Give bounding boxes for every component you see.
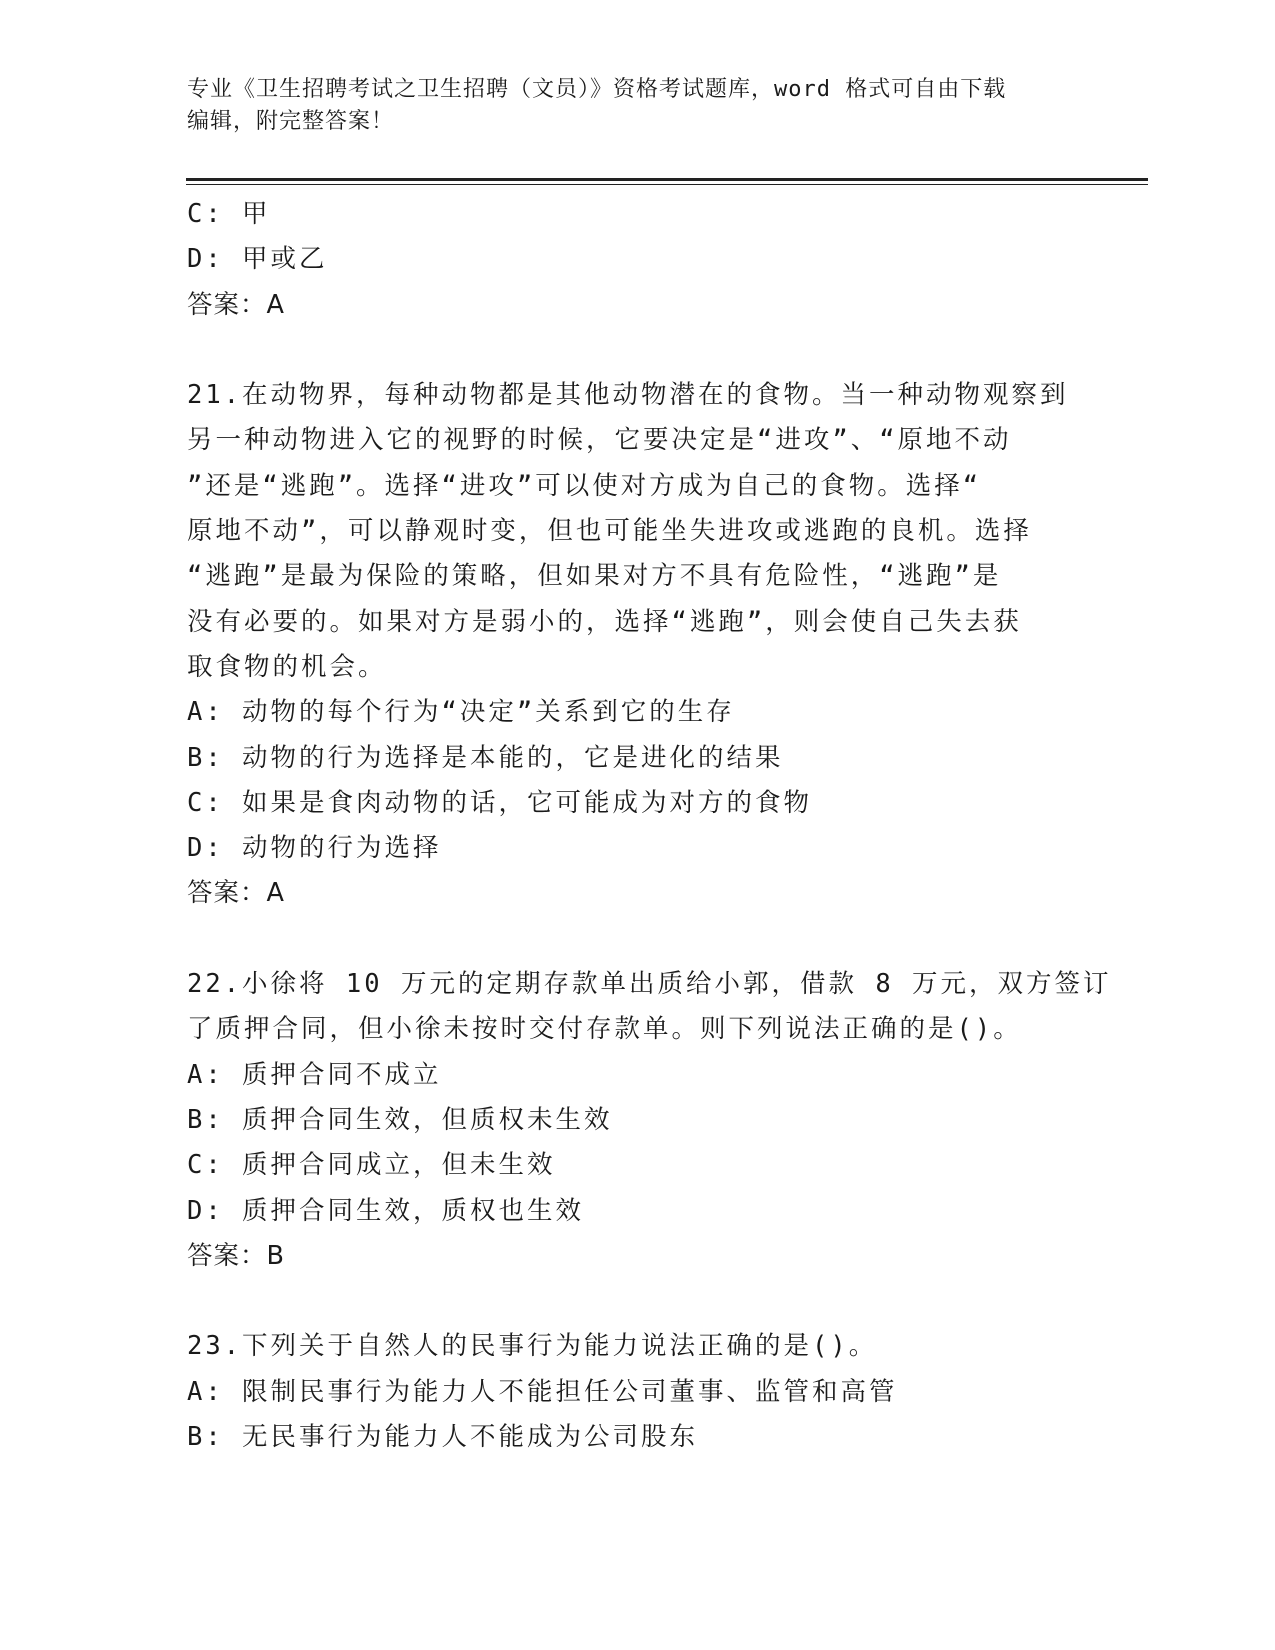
q22-option-b: B: 质押合同生效，但质权未生效 <box>187 1104 613 1135</box>
document-body <box>187 192 1112 1460</box>
header-divider-thick <box>186 178 1148 181</box>
spacer <box>187 917 1107 962</box>
q23-option-b: B: 无民事行为能力人不能成为公司股东 <box>187 1422 699 1453</box>
q22-answer: 答案：B <box>187 1240 285 1271</box>
q21-stem-line: ”还是“逃跑”。选择“进攻”可以使对方成为自己的食物。选择“ <box>187 470 982 501</box>
q21-option-c: C: 如果是食肉动物的话，它可能成为对方的食物 <box>187 787 813 818</box>
question-22 <box>187 962 1112 1279</box>
q21-stem-line: 21.在动物界，每种动物都是其他动物潜在的食物。当一种动物观察到 <box>187 380 1069 411</box>
q21-stem-line: 没有必要的。如果对方是弱小的，选择“逃跑”，则会使自己失去获 <box>187 606 1022 637</box>
q23-stem-line: 23.下列关于自然人的民事行为能力说法正确的是()。 <box>187 1331 878 1362</box>
q21-stem-line: “逃跑”是最为保险的策略，但如果对方不具有危险性，“逃跑”是 <box>187 561 1002 592</box>
q20-option-c: C: 甲 <box>187 199 271 229</box>
q21-answer: 答案：A <box>187 878 285 909</box>
q21-option-a: A: 动物的每个行为“决定”关系到它的生存 <box>187 697 735 728</box>
question-20-tail <box>187 192 1107 328</box>
q20-answer: 答案：A <box>187 289 285 320</box>
q22-option-c: C: 质押合同成立，但未生效 <box>187 1150 556 1181</box>
q21-stem-line: 原地不动”，可以静观时变，但也可能坐失进攻或逃跑的良机。选择 <box>187 516 1032 547</box>
q22-option-d: D: 质押合同生效，质权也生效 <box>187 1195 585 1226</box>
document-header <box>187 74 1087 138</box>
question-23 <box>187 1324 1107 1460</box>
q21-stem-line: 另一种动物进入它的视野的时候，它要决定是“进攻”、“原地不动 <box>187 425 1012 456</box>
spacer <box>187 1279 1107 1324</box>
spacer <box>187 328 1107 373</box>
q21-option-b: B: 动物的行为选择是本能的，它是进化的结果 <box>187 742 784 773</box>
q21-option-d: D: 动物的行为选择 <box>187 833 442 864</box>
question-21 <box>187 373 1107 917</box>
q22-stem-line: 22.小徐将 10 万元的定期存款单出质给小郭，借款 8 万元，双方签订 <box>187 969 1112 1000</box>
q23-option-a: A: 限制民事行为能力人不能担任公司董事、监管和高管 <box>187 1376 898 1407</box>
q21-stem-line: 取食物的机会。 <box>187 651 387 682</box>
q22-stem-line: 了质押合同，但小徐未按时交付存款单。则下列说法正确的是()。 <box>187 1014 1022 1045</box>
header-line-1: 专业《卫生招聘考试之卫生招聘（文员）》资格考试题库，word 格式可自由下载 <box>187 77 1007 102</box>
q20-option-d: D: 甲或乙 <box>187 244 328 275</box>
header-divider-thin <box>186 184 1148 185</box>
header-line-2: 编辑，附完整答案！ <box>187 109 395 134</box>
q22-option-a: A: 质押合同不成立 <box>187 1059 442 1090</box>
